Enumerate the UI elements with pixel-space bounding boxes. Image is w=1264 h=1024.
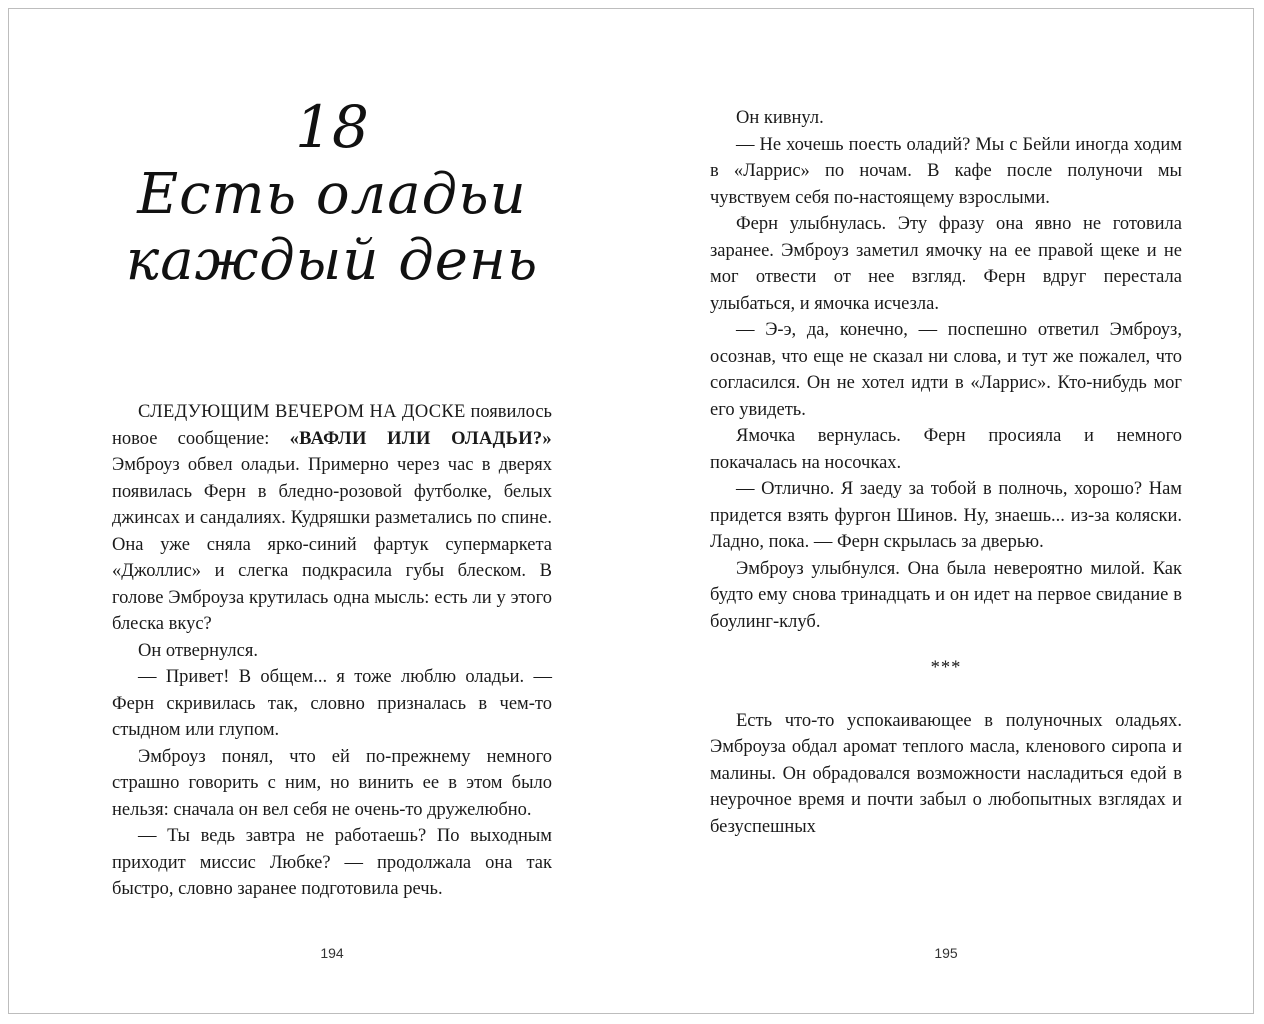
right-body-text bbox=[710, 105, 1182, 840]
left-body-text bbox=[112, 399, 552, 903]
paragraph: — Не хочешь поесть оладий? Мы с Бейли иногда ходим в «Ларрис» по ночам. В кафе после полуночи мы чувствуем себя по-настоящему взрослыми. bbox=[710, 134, 1182, 208]
bold-quote: «ВАФЛИ ИЛИ ОЛАДЬИ?» bbox=[289, 428, 552, 449]
paragraph bbox=[112, 399, 552, 638]
paragraph: — Э-э, да, конечно, — поспешно ответил Эмброуз, осознав, что еще не сказал ни слова, и тут же пожалел, что согласился. Он не хотел идти в «Ларрис». Кто-нибудь мог его увидеть. bbox=[710, 320, 1182, 420]
page-number-right: 195 bbox=[934, 945, 958, 961]
paragraph: Ямочка вернулась. Ферн просияла и немного покачалась на носочках. bbox=[710, 426, 1182, 473]
paragraph: — Ты ведь завтра не работаешь? По выходным приходит миссис Любке? — продолжала она так быстро, словно заранее подготовила речь. bbox=[112, 826, 552, 899]
right-page bbox=[710, 0, 1182, 1024]
paragraph: Эмброуз улыбнулся. Она была невероятно милой. Как будто ему снова тринадцать и он идет на первое свидание в боулинг-клуб. bbox=[710, 558, 1182, 632]
chapter-title-line1: Есть оладьи bbox=[137, 162, 527, 227]
chapter-number: 18 bbox=[295, 93, 369, 161]
paragraph-text: появилось новое сообщение: bbox=[112, 402, 552, 449]
paragraph: — Привет! В общем... я тоже люблю оладьи. — Ферн скривилась так, словно призналась в чем-то стыдном или глупом. bbox=[112, 667, 552, 740]
paragraph-text: Эмброуз обвел оладьи. Примерно через час в дверях появилась Ферн в бледно-розовой футболке, белых джинсах и сандалиях. Кудряшки разметались по спине. Она уже сняла ярко-синий фартук супермаркета «Джоллис» и слегка подкрасила губы блеском. В голове Эмброуза крутилась одна мысль: есть ли у этого блеска вкус? bbox=[112, 455, 552, 634]
chapter-heading bbox=[112, 92, 552, 294]
paragraph: — Отлично. Я заеду за тобой в полночь, хорошо? Нам придется взять фургон Шинов. Ну, знаешь... из-за коляски. Ладно, пока. — Ферн скрылась за дверью. bbox=[710, 479, 1182, 552]
page-number-left: 194 bbox=[320, 945, 344, 961]
section-separator: *** bbox=[930, 658, 962, 678]
paragraph: Он кивнул. bbox=[736, 108, 824, 128]
paragraph: Он отвернулся. bbox=[138, 640, 258, 661]
lead-in-caps: СЛЕДУЮЩИМ ВЕЧЕРОМ НА ДОСКЕ bbox=[138, 402, 466, 422]
paragraph: Есть что-то успокаивающее в полуночных оладьях. Эмброуза обдал аромат теплого масла, кленового сиропа и малины. Он обрадовался возможности насладиться едой в неурочное время и почти забыл о любопытных взглядах и безуспешных bbox=[710, 710, 1182, 837]
paragraph: Эмброуз понял, что ей по-прежнему немного страшно говорить с ним, но винить ее в этом было нельзя: сначала он вел себя не очень-то дружелюбно. bbox=[112, 746, 552, 820]
paragraph: Ферн улыбнулась. Эту фразу она явно не готовила заранее. Эмброуз заметил ямочку на ее правой щеке и не мог отвести от нее взгляд. Ферн вдруг перестала улыбаться, и ямочка исчезла. bbox=[710, 214, 1182, 314]
chapter-title-line2: каждый день bbox=[125, 228, 539, 293]
left-page bbox=[112, 0, 552, 1024]
